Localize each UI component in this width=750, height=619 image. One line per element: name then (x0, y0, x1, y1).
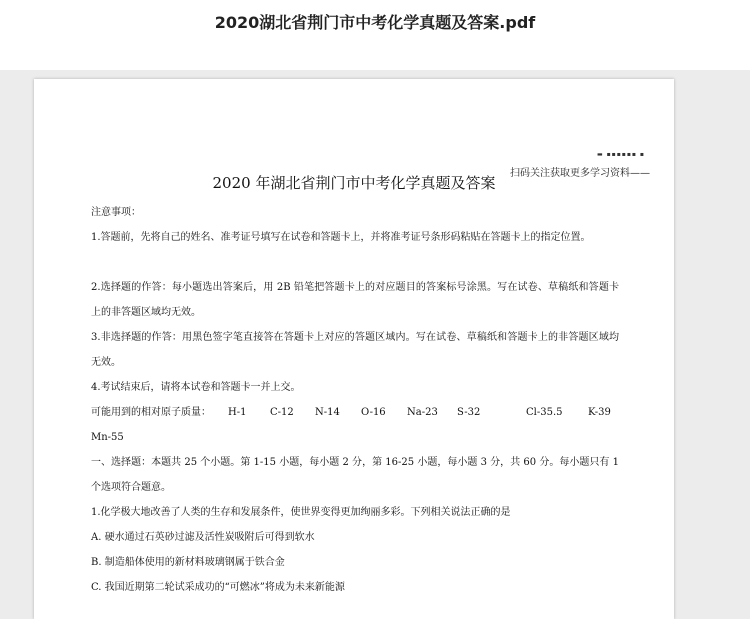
atomic-mass-item: Mn-55 (91, 432, 124, 443)
file-title: 2020湖北省荆门市中考化学真题及答案.pdf (214, 13, 536, 32)
document-title: 2020 年湖北省荆门市中考化学真题及答案 (212, 174, 496, 192)
atomic-mass-item: N-14 (315, 407, 340, 418)
atomic-mass-item: H-1 (228, 407, 247, 418)
question-1-stem: 1.化学极大地改善了人类的生存和发展条件，使世界变得更加绚丽多彩。下列相关说法正确的是 (91, 507, 511, 518)
question-1-option-c: C. 我国近期第二轮试采成功的“可燃冰”将成为未来新能源 (91, 582, 345, 593)
question-1-option-b: B. 制造船体使用的新材料玻璃钢属于铁合金 (91, 557, 285, 568)
notice-item-1: 1.答题前，先将自己的姓名、准考证号填写在试卷和答题卡上，并将准考证号条形码粘贴在答题卡上的指定位置。 (91, 232, 591, 243)
section-1-heading: 一、选择题：本题共 25 个小题。第 1-15 小题，每小题 2 分，第 16-25 小题，每小题 3 分，共 60 分。每小题只有 1 个选项符合题意。 (91, 457, 619, 493)
atomic-mass-item: O-16 (361, 407, 386, 418)
atomic-mass-item: S-32 (457, 407, 481, 418)
atomic-mass-item: K-39 (588, 407, 611, 418)
atomic-mass-item: C-12 (270, 407, 294, 418)
viewer-header (0, 0, 750, 70)
document-page (34, 79, 674, 619)
notice-item-3: 3.非选择题的作答：用黑色签字笔直接答在答题卡上对应的答题区域内。写在试卷、草稿纸和答题卡上的非答题区域均无效。 (91, 332, 619, 368)
atomic-mass-item: Cl-35.5 (526, 407, 563, 418)
notice-item-4: 4.考试结束后，请将本试卷和答题卡一并上交。 (91, 382, 301, 393)
question-1-option-a: A. 硬水通过石英砂过滤及活性炭吸附后可得到软水 (91, 532, 315, 543)
notice-heading: 注意事项： (91, 207, 141, 218)
qr-code-note: 扫码关注获取更多学习资料—— (510, 168, 650, 179)
page-header-marks: ▬ ▪▪▪▪▪▪ ▪ (597, 151, 645, 158)
atomic-mass-item: Na-23 (407, 407, 438, 418)
notice-item-2: 2.选择题的作答：每小题选出答案后，用 2B 铅笔把答题卡上的对应题目的答案标号涂黑。写在试卷、草稿纸和答题卡上的非答题区域均无效。 (91, 282, 619, 318)
atomic-mass-label: 可能用到的相对原子质量： (91, 407, 211, 418)
